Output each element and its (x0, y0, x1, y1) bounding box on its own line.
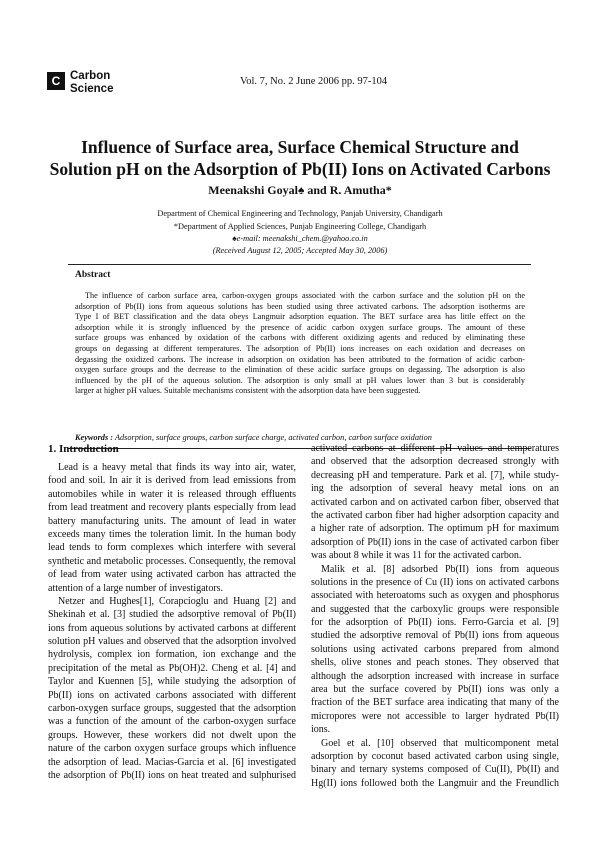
body-text-line: was a function of the amount of the carbon-oxygen surface (48, 716, 296, 728)
logo-mark: C (47, 72, 65, 90)
body-text-line: Lead is a heavy metal that finds its way into air, water, (58, 462, 296, 473)
logo-line-2: Science (70, 83, 114, 95)
body-text-line: groups. However, these workers did not dwelt upon the (48, 729, 296, 741)
body-text-line: precipitation of the metal as Pb(OH)2. Cheng et al. [4] and (48, 662, 296, 674)
body-text-line: for the adsorption of Pb(II) ions. Ferro-Garcia et al. [9] (311, 617, 559, 629)
body-text-line: activated carbons at different pH values and temperatures (311, 443, 559, 454)
body-text-line: fraction of the BET surface area indicating that many of the (311, 697, 559, 709)
body-text-line: ions. (311, 724, 331, 736)
affiliation-1: Department of Chemical Engineering and Technology, Panjab University, Chandigarh (157, 209, 443, 218)
body-text-line: decreasing pH and temperature. Park et al. [7], while study- (311, 469, 559, 481)
body-text-line: adsorption of Pb(II) ions in the case of activated carbon fiber (311, 536, 559, 548)
body-text-line: the adsorption of Pb(II) ions on heat treated and sulphurised (48, 769, 296, 781)
right-column-text (311, 442, 559, 790)
keywords (75, 433, 432, 442)
journal-logo (47, 70, 167, 98)
body-text-line: micropores were not accessible to larger hydrated Pb(II) (311, 710, 559, 722)
body-text-line: battery manufacturing units. The amount of lead in water (48, 515, 296, 527)
body-text-line: Hg(II) ions followed both the Langmuir and the Freundlich (311, 777, 559, 789)
body-text-line: activated carbon and on activated carbon fiber, observed that (311, 496, 559, 508)
body-text-line: solution pH values and observed that the adsorption involved (48, 636, 296, 648)
paper-title (40, 136, 560, 180)
abstract-line: groups on degassing at different temperatures. The adsorption of Pb(II) ions increases on each oxidation and decreases on (75, 343, 525, 353)
body-text-line: Taylor and Kuennen [5], while studying the adsorption of (48, 676, 296, 688)
body-text-line: a higher rate of adsorption. The optimum pH for maximum (311, 523, 559, 535)
abstract-body (75, 291, 525, 397)
affiliation-2: *Department of Applied Sciences, Punjab Engineering College, Chandigarh (173, 222, 427, 231)
body-text-line: was about 8 while it was 11 for the activated carbon. (311, 550, 522, 562)
abstract-line: Type I of BET classification and the data obeys Langmuir adsorption equation. The BET surface area has little effect on the (75, 312, 525, 322)
body-text-line: solutions using activated carbons prepared from almond (311, 643, 559, 655)
abstract-top-rule (68, 264, 531, 265)
abstract-line: degassing the oxidized carbons. The increase in adsorption on oxidation has been attributed to the formation of acidic carbon- (75, 354, 525, 364)
body-text-line: solutions in the presence of Cu (II) ions on activated carbons (311, 576, 559, 588)
body-text-line: Malik et al. [8] adsorbed Pb(II) ions from aqueous (321, 563, 559, 575)
received-date: (Received August 12, 2005; Accepted May 30, 2006) (212, 246, 388, 255)
abstract-heading: Abstract (75, 270, 111, 280)
body-text-line: area but the surface covered by Pb(II) ions was only a (311, 684, 559, 696)
body-text-line: shells, olive stones and peach stones. They observed that (311, 657, 559, 669)
volume-info: Vol. 7, No. 2 June 2006 pp. 97-104 (240, 76, 388, 87)
body-text-line: Netzer and Hughes[1], Corapcioglu and Huang [2] and (58, 595, 296, 607)
left-column-text (48, 461, 296, 782)
body-text-line: ions from aqueous solutions by activated carbons at different (48, 622, 296, 634)
abstract-line: larger at higher pH values. Suitable mechanisms consistent with the adsorption data have been suggested. (75, 386, 421, 396)
abstract-line: adsorption while it is strongly influenced by the presence of acidic carbon oxygen surface groups. The amount of these (75, 322, 525, 332)
body-text-line: carbon-oxygen surface groups, suggested that the adsorption (48, 703, 296, 715)
body-text-line: food and soil. In air it is derived from lead emissions from (48, 475, 296, 487)
body-text-line: of lead from water using activated carbon has attracted the (48, 569, 296, 581)
keywords-text: Adsorption, surface groups, carbon surface charge, activated carbon, carbon surface oxidation (113, 433, 432, 442)
body-text-line: and observed that the adsorption decreased strongly with (311, 456, 559, 468)
body-text-line: studied the adsorptive removal of Pb(II) ions from aqueous (311, 630, 559, 642)
body-text-line: from lead treatment and recovery plants especially from lead (48, 502, 296, 514)
body-text-line: although the adsorption increased with increase in surface (311, 670, 559, 682)
body-text-line: the activated carbon fiber had higher adsorption capacity and (311, 509, 559, 521)
logo-line-1: Carbon (70, 70, 111, 82)
body-text-line: adsorption by coconut based activated carbon using single, (311, 750, 559, 762)
body-text-line: exceeds many times the toleration limit. In the human body (48, 528, 296, 540)
contact-email: ♠e-mail: meenakshi_chem.@yahoo.co.in (232, 234, 368, 243)
body-text-line: lead tends to form complexes which interfere with several (48, 542, 296, 554)
body-text-line: the adsorption of lead. Macias-Garcia et al. [6] investigated (48, 756, 296, 768)
author-list: Meenakshi Goyal♠ and R. Amutha* (208, 183, 392, 197)
title-line-2: Solution pH on the Adsorption of Pb(II) Ions on Activated Carbons (49, 159, 551, 179)
body-text-line: Goel et al. [10] observed that multicomponent metal (321, 737, 559, 749)
body-text-line: binary and ternary systems composed of Cu(II), Pb(II) and (311, 764, 559, 776)
body-text-line: Pb(II) ions on activated carbons associated with different (48, 689, 296, 701)
body-text-line: nature of the carbon oxygen surface groups which influence (48, 743, 296, 755)
body-text-line: synthetic and metabolic processes. Consequently, the removal (48, 555, 296, 567)
title-line-1: Influence of Surface area, Surface Chemical Structure and (81, 137, 519, 157)
body-text-line: attention of a large number of investigators. (48, 582, 224, 594)
abstract-line: influenced by the pH of the aqueous solution. The adsorption is only small at pH values lower than 3 but is considerably (75, 375, 525, 385)
abstract-line: adsorption of Pb(II) ions from aqueous solutions has been studied using three activated carbons. The adsorption isotherms are (75, 301, 525, 311)
body-text-line: ing the adsorption of several heavy metal ions on an (311, 483, 559, 495)
abstract-line: oxygen surface groups and the decrease to the elimination of these acidic surface groups on degassing. The adsorption is also (75, 365, 525, 375)
body-text-line: Shekinah et al. [3] studied the adsorptive removal of Pb(II) (48, 609, 296, 621)
abstract-line: The influence of carbon surface area, carbon-oxygen groups associated with the carbon surface and the solution pH on the (85, 291, 525, 300)
keywords-label: Keywords : (75, 433, 114, 442)
body-text-line: hydrolysis, complex ion formation, ion exchange and the (48, 649, 296, 661)
body-text-line: automobiles while in water it is released through effluents (48, 488, 296, 500)
body-text-line: and suggested that the carboxylic groups were responsible (311, 603, 559, 615)
section-heading: 1. Introduction (48, 443, 119, 455)
abstract-line: surface groups was enhanced by oxidation of the carbons with different oxidizing agents and reduced by eliminating these (75, 333, 525, 343)
body-text-line: associated with heteroatoms such as oxygen and phosphorus (311, 590, 559, 602)
